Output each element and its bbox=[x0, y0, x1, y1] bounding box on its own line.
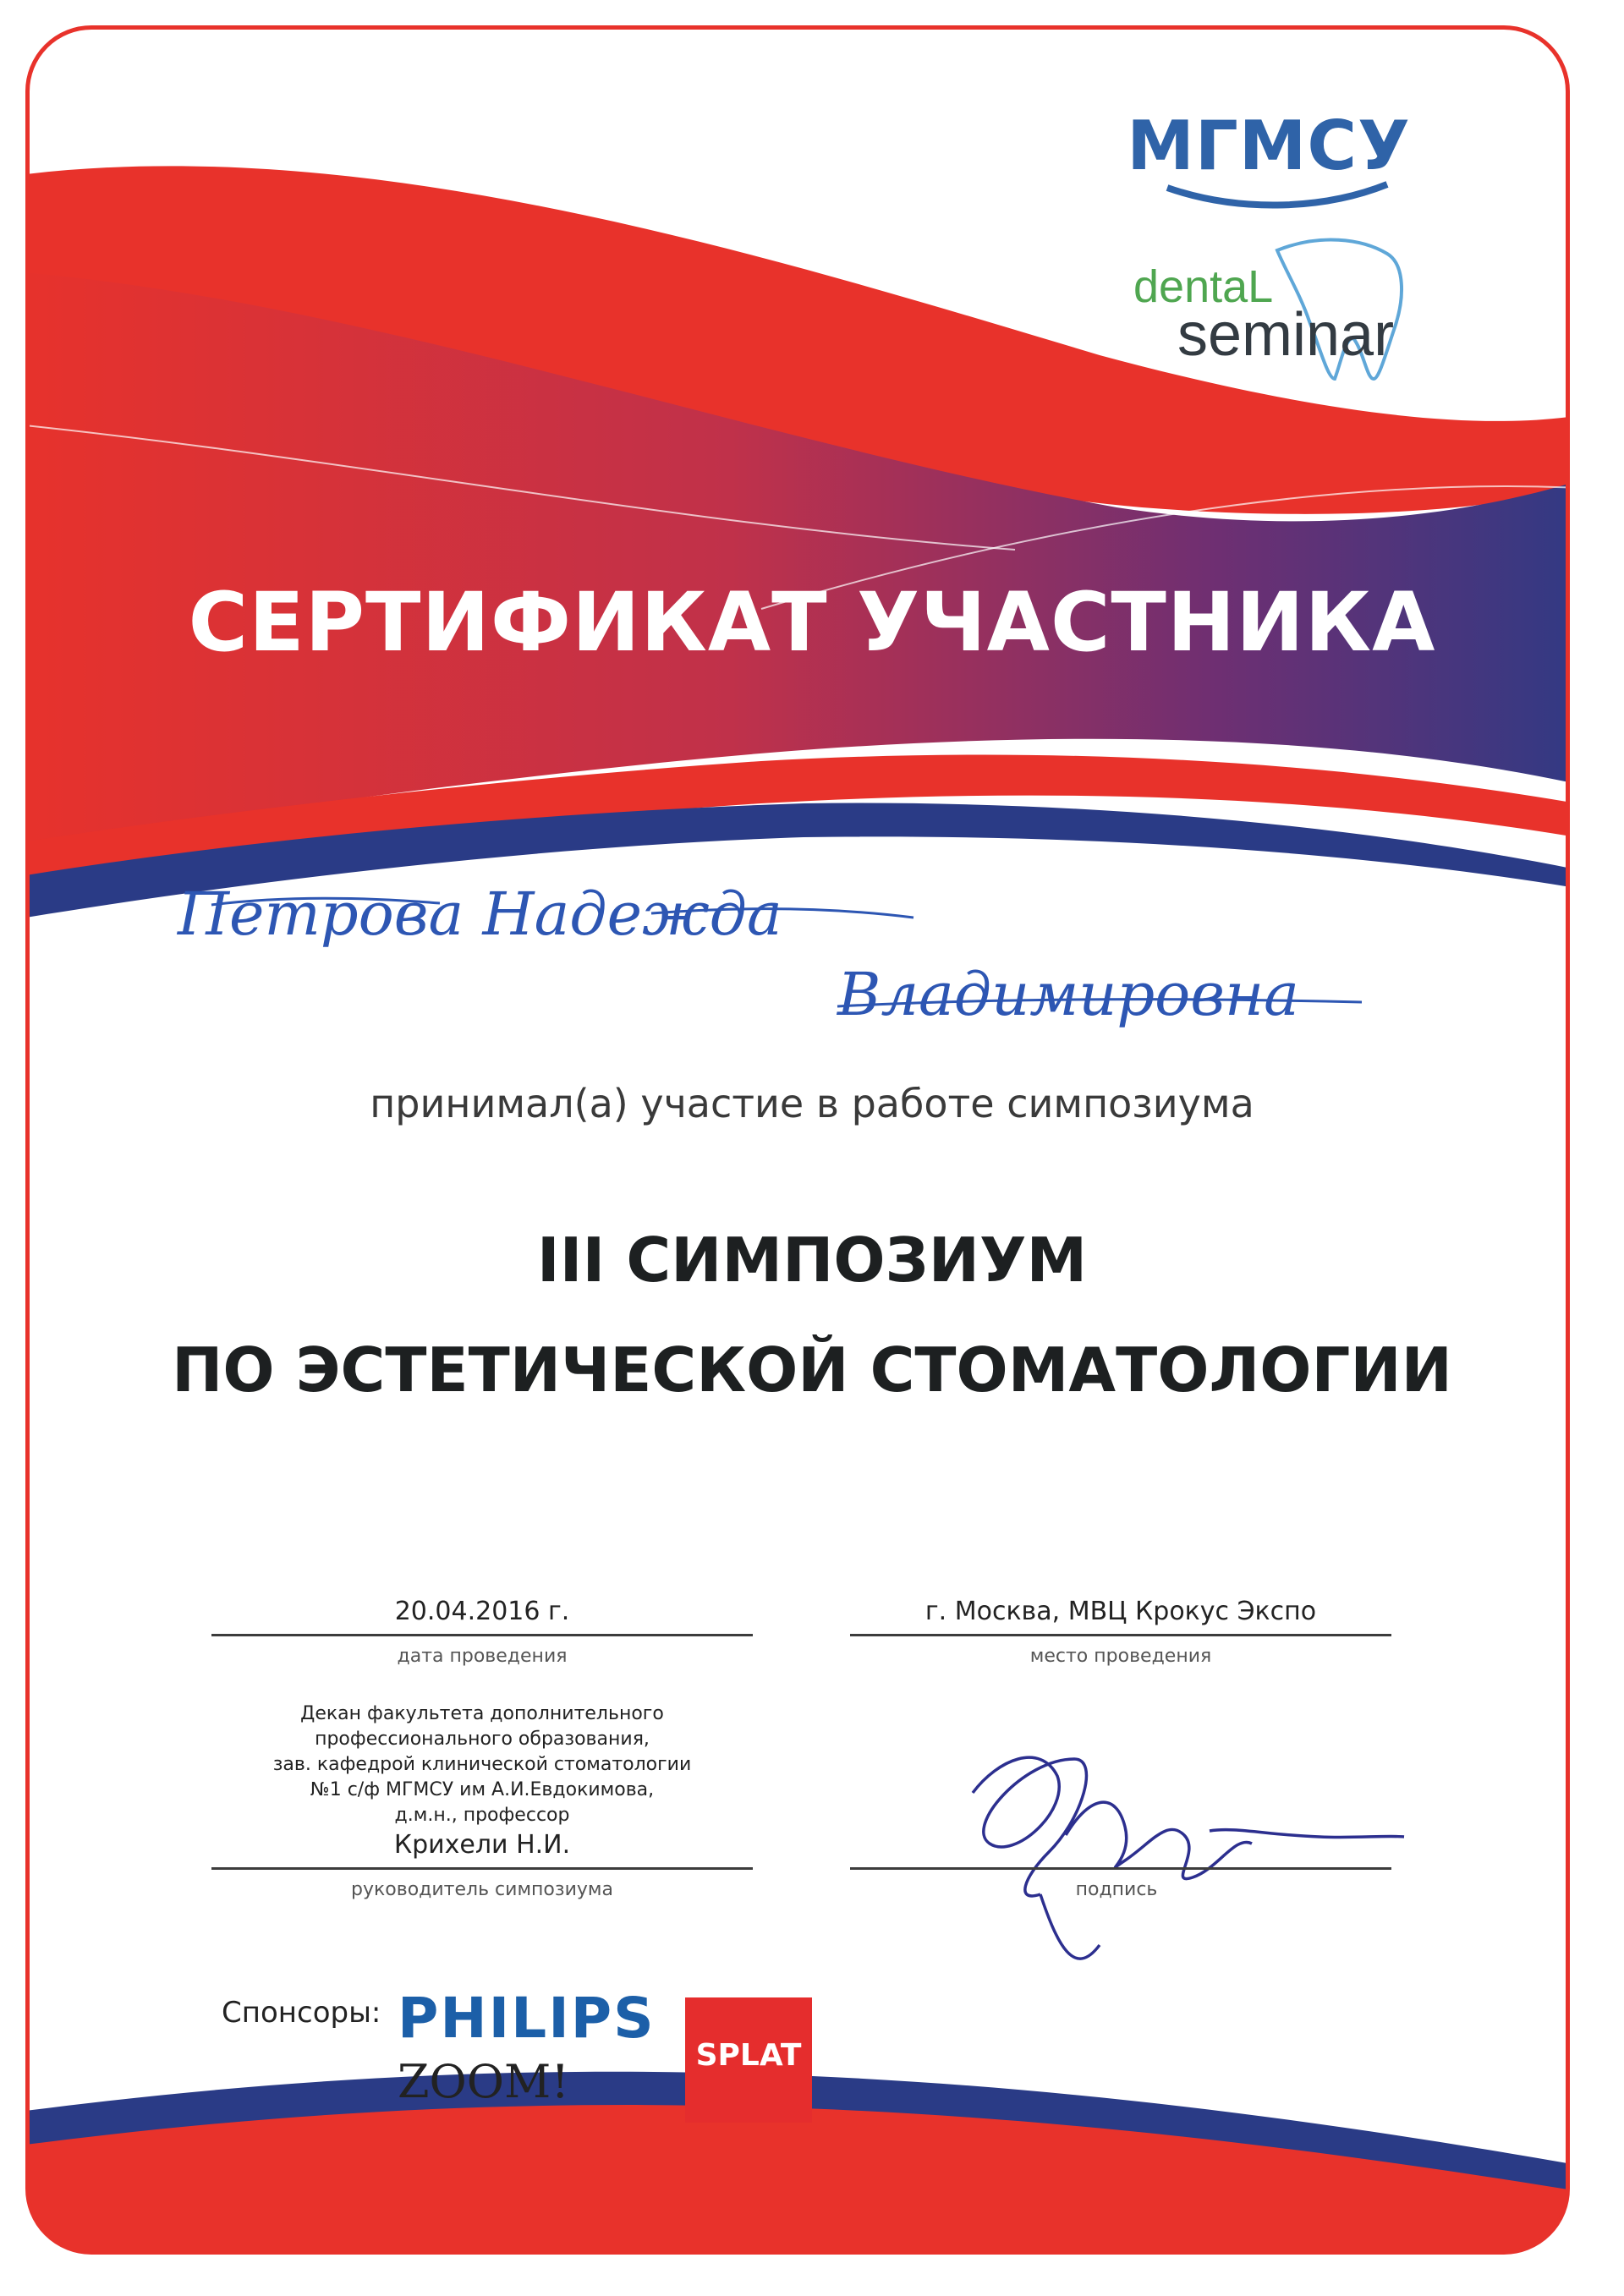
head-underline bbox=[211, 1867, 753, 1870]
dean-line: профессионального образования, bbox=[315, 1729, 650, 1750]
philips-logo: PHILIPS bbox=[398, 1986, 656, 2051]
certificate-title: СЕРТИФИКАТ УЧАСТНИКА bbox=[188, 575, 1436, 670]
participation-text: принимал(а) участие в работе симпозиума bbox=[370, 1081, 1254, 1126]
dean-line: зав. кафедрой клинической стоматологии bbox=[272, 1754, 692, 1775]
symposium-title-line1: III СИМПОЗИУМ bbox=[536, 1225, 1088, 1296]
head-caption: руководитель симпозиума bbox=[351, 1879, 613, 1900]
sponsors-label: Спонсоры: bbox=[222, 1996, 381, 2030]
date-value: 20.04.2016 г. bbox=[394, 1597, 570, 1626]
date-underline bbox=[211, 1634, 753, 1636]
dental-seminar-logo-bottom: seminar bbox=[1177, 301, 1395, 369]
dean-line: д.м.н., профессор bbox=[394, 1805, 570, 1826]
participant-name-line1: Петрова Надежда bbox=[178, 879, 782, 949]
dental-seminar-logo-top: dentaL bbox=[1133, 261, 1274, 312]
participant-name-line2: Владимировна bbox=[837, 960, 1299, 1029]
dean-block bbox=[211, 1701, 753, 1828]
signature-underline bbox=[850, 1867, 1391, 1870]
mgmsu-logo: МГМСУ bbox=[1127, 107, 1411, 185]
date-caption: дата проведения bbox=[397, 1646, 568, 1667]
dean-line: №1 с/ф МГМСУ им А.И.Евдокимова, bbox=[310, 1779, 655, 1800]
place-value: г. Москва, МВЦ Крокус Экспо bbox=[924, 1597, 1317, 1626]
dean-line: Декан факультета дополнительного bbox=[300, 1703, 664, 1724]
signature-caption: подпись bbox=[1075, 1879, 1158, 1900]
place-underline bbox=[850, 1634, 1391, 1636]
place-caption: место проведения bbox=[1029, 1646, 1212, 1667]
zoom-logo: ZOOM! bbox=[398, 2055, 570, 2108]
splat-logo: SPLAT bbox=[695, 2038, 802, 2073]
head-name: Крихели Н.И. bbox=[393, 1830, 571, 1860]
symposium-title-line2: ПО ЭСТЕТИЧЕСКОЙ СТОМАТОЛОГИИ bbox=[172, 1334, 1452, 1406]
